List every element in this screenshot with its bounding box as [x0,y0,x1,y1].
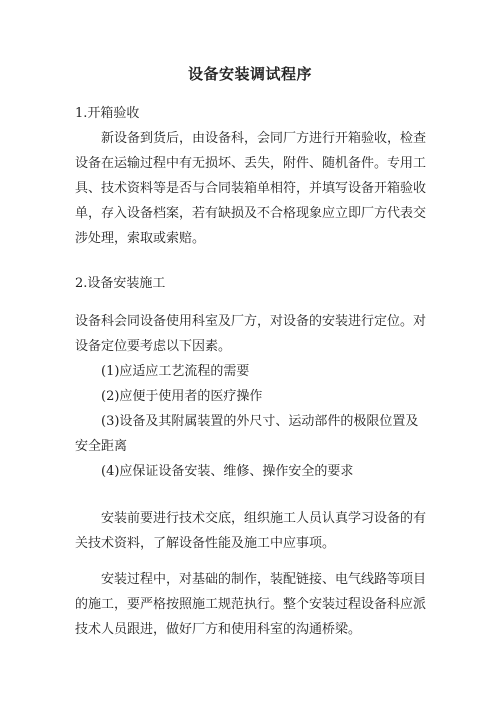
list-item: (3)设备及其附属装置的外尺寸、运动部件的极限位置及安全距离 [75,414,419,454]
list-item: (2)应便于使用者的医疗操作 [101,389,263,404]
paragraph-unboxing-inspection: 新设备到货后，由设备科，会同厂方进行开箱验收，检查设备在运输过程中有无损坏、丢失，附件、随机备件。专用工具、技术资料等是否与合同装箱单相符，并填写设备开箱验收单，存入设备档案，若有缺损及不合格现象应立即厂方代表交涉处理，索取或索赔。 [75,131,427,246]
paragraph-installation-positioning: 设备科会同设备使用科室及厂方，对设备的安装进行定位。对设备定位要考虑以下因素。 [75,314,427,354]
paragraph-technical-briefing: 安装前要进行技术交底，组织施工人员认真学习设备的有关技术资料，了解设备性能及施工中应事项。 [75,511,427,551]
paragraph-installation-process: 安装过程中，对基础的制作，装配链接、电气线路等项目的施工，要严格按照施工规范执行。整个安装过程设备科应派技术人员跟进，做好厂方和使用科室的沟通桥梁。 [75,572,427,637]
list-item: (1)应适应工艺流程的需要 [101,364,250,379]
section-heading-unboxing: 1.开箱验收 [75,106,140,121]
document-title: 设备安装调试程序 [187,65,312,83]
list-item: (4)应保证设备安装、维修、操作安全的要求 [101,464,354,479]
section-heading-installation: 2.设备安装施工 [75,276,166,291]
